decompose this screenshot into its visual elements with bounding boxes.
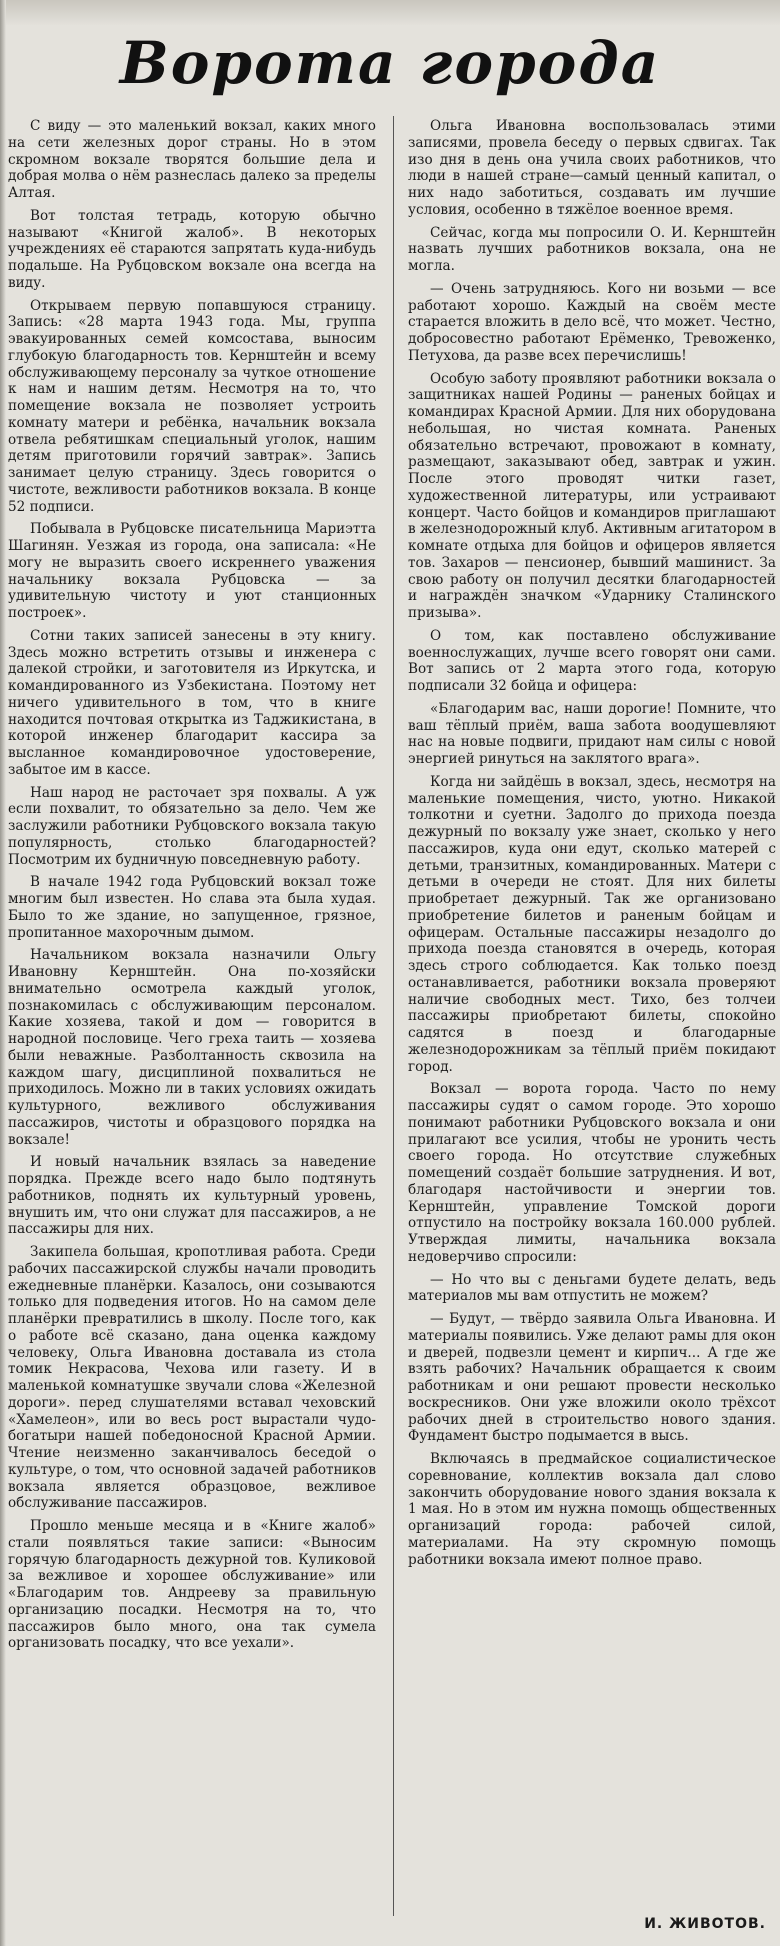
paragraph: — Но что вы с деньгами будете делать, ведь материалов мы вам отпустить не можем? <box>408 1271 776 1305</box>
paragraph: И новый начальник взялась за наведение порядка. Прежде всего надо было подтянуть работников, поднять их культурный уровень, внушить им, что они служат для пассажиров, а не пассажиры для них. <box>8 1154 376 1238</box>
paragraph: Наш народ не расточает зря похвалы. А уж если похвалит, то обязательно за дело. Чем же заслужили работники Рубцовского вокзала такую популярность, столько благодарностей? Посмотрим их будничную повседневную работу. <box>8 784 376 868</box>
left-column <box>8 118 376 1658</box>
paragraph: Сотни таких записей занесены в эту книгу. Здесь можно встретить отзывы и инженера с далекой стройки, и заготовителя из Иркутска, и командированного из Узбекистана. Поэтому нет ничего удивительного в том, что в книге находится почтовая открытка из Таджикистана, в которой инженер благодарит кассира за высланное командировочное удостоверение, забытое им в кассе. <box>8 627 376 778</box>
paragraph: Начальником вокзала назначили Ольгу Ивановну Кернштейн. Она по-хозяйски внимательно осмотрела каждый уголок, познакомилась с обслуживающим персоналом. Какие хозяева, такой и дом — говорится в народной пословице. Чего греха таить — хозяева были неважные. Разболтанность сквозила на каждом шагу, дисциплиной похвалиться не приходилось. Можно ли в таких условиях ожидать культурного, вежливого обслуживания пассажиров, чистоты и образцового порядка на вокзале! <box>8 947 376 1148</box>
paragraph: — Очень затрудняюсь. Кого ни возьми — все работают хорошо. Каждый на своём месте старается вложить в дело всё, что может. Честно, добросовестно работают Ерёменко, Тревоженко, Петухова, да разве всех перечислишь! <box>408 280 776 364</box>
paragraph: Побывала в Рубцовске писательница Мариэтта Шагинян. Уезжая из города, она записала: «Не могу не выразить своего искреннего уважения начальнику вокзала Рубцовска — за удивительную чистоту и уют станционных построек». <box>8 521 376 621</box>
page-edge-shadow <box>0 0 6 1946</box>
paragraph: Ольга Ивановна воспользовалась этими записями, провела беседу о первых сдвигах. Так изо дня в день она учила своих работников, что люди в нашей стране—самый ценный капитал, о них надо заботиться, создавать им лучшие условия, особенно в тяжёлое военное время. <box>408 118 776 218</box>
paragraph: Когда ни зайдёшь в вокзал, здесь, несмотря на маленькие помещения, чисто, уютно. Никакой толкотни и суетни. Задолго до прихода поезда дежурный по вокзалу уже знает, сколько у него пассажиров, куда они едут, сколько матерей с детьми, транзитных, командированных. Матери с детьми в очереди не стоят. Для них билеты приобретает дежурный. Так же организовано приобретение билетов и раненым бойцам и офицерам. Остальные пассажиры незадолго до прихода поезда становятся в очередь, которая здесь строго соблюдается. Как только поезд останавливается, работники вокзала проверяют наличие свободных мест. Тихо, без толчеи пассажиры приобретают билеты, спокойно садятся в поезд и благодарные железнодорожникам за тёплый приём покидают город. <box>408 773 776 1075</box>
paragraph: Особую заботу проявляют работники вокзала о защитниках нашей Родины — раненых бойцах и командирах Красной Армии. Для них оборудована небольшая, но чистая комната. Раненых обязательно встречают, провожают в комнату, размещают, заказывают обед, завтрак и ужин. После этого проводят читки газет, художественной литературы, или устраивают концерт. Часто бойцов и командиров приглашают в железнодорожный клуб. Активным агитатором в комнате отдыха для бойцов и офицеров является тов. Захаров — пенсионер, бывший машинист. За свою работу он получил десятки благодарностей и награждён значком «Ударнику Сталинского призыва». <box>408 370 776 621</box>
right-column <box>408 118 776 1574</box>
paragraph: — Будут, — твёрдо заявила Ольга Ивановна. И материалы появились. Уже делают рамы для окон и дверей, подвезли цемент и кирпич... А где же взять рабочих? Начальник обращается к своим работникам и они решают провести несколько воскресников. Они уже вложили около трёхсот рабочих дней в строительство нового здания. Фундамент быстро подымается в высь. <box>408 1311 776 1445</box>
paragraph: Открываем первую попавшуюся страницу. Запись: «28 марта 1943 года. Мы, группа эвакуированных семей комсостава, выносим глубокую благодарность тов. Кернштейн и всему обслуживающему персоналу за чуткое отношение к нам и нашим детям. Несмотря на то, что помещение вокзала не позволяет устроить комнату матери и ребёнка, начальник вокзала отвела ребятишкам специальный уголок, нашим детям приготовили горячий завтрак». Запись занимает целую страницу. Здесь говорится о чистоте, вежливости работников вокзала. В конце 52 подписи. <box>8 297 376 515</box>
paragraph: Вот толстая тетрадь, которую обычно называют «Книгой жалоб». В некоторых учреждениях её стараются запрятать куда-нибудь подальше. На Рубцовском вокзале она всегда на виду. <box>8 207 376 291</box>
paragraph: Прошло меньше месяца и в «Книге жалоб» стали появляться такие записи: «Выносим горячую благодарность дежурной тов. Куликовой за вежливое и хорошее обслуживание» или «Благодарим тов. Андреeву за правильную организацию посадки. Несмотря на то, что пассажиров было много, она так сумела организовать посадку, что все уехали». <box>8 1518 376 1652</box>
paragraph: Вокзал — ворота города. Часто по нему пассажиры судят о самом городе. Это хорошо понимают работники Рубцовского вокзала и они прилагают все усилия, чтобы не уронить честь своего города. Но отсутствие служебных помещений создаёт большие затруднения. И вот, благодаря настойчивости и энергии тов. Кернштейн, управление Томской дороги отпустило на постройку вокзала 160.000 рублей. Утверждая лимиты, начальника вокзала недоверчиво спросили: <box>408 1081 776 1265</box>
paragraph: Включаясь в предмайское социалистическое соревнование, коллектив вокзала дал слово закончить оборудование нового здания вокзала к 1 мая. Но в этом им нужна помощь общественных организаций города: рабочей силой, материалами. На эту скромную помощь работники вокзала имеют полное право. <box>408 1451 776 1568</box>
column-divider <box>393 116 394 1916</box>
paragraph: Сейчас, когда мы попросили О. И. Кернштейн назвать лучших работников вокзала, она не могла. <box>408 224 776 274</box>
author-signature: И. ЖИВОТОВ. <box>644 1916 766 1932</box>
quote-paragraph: «Благодарим вас, наши дорогие! Помните, что ваш тёплый приём, ваша забота воодушевляют нас на новые подвиги, придают нам силы с новой энергией ринуться на заклятого врага». <box>408 700 776 767</box>
article-title: Ворота города <box>119 29 661 97</box>
paragraph: С виду — это маленький вокзал, каких много на сети железных дорог страны. Но в этом скромном вокзале творятся большие дела и добрая молва о нём разнеслась далеко за пределы Алтая. <box>8 118 376 201</box>
paragraph: О том, как поставлено обслуживание военнослужащих, лучше всего говорят они сами. Вот запись от 2 марта этого года, которую подписали 32 бойца и офицера: <box>408 627 776 694</box>
paragraph: В начале 1942 года Рубцовский вокзал тоже многим был известен. Но слава эта была худая. Было то же здание, но запущенное, грязное, пропитанное махорочным дымом. <box>8 874 376 941</box>
paragraph: Закипела большая, кропотливая работа. Среди рабочих пассажирской службы начали проводить ежедневные планёрки. Казалось, они созываются только для подведения итогов. Но на самом деле планёрки превратились в школу. После того, как о работе всё сказано, дана оценка каждому человеку, Ольга Ивановна доставала из стола томик Некрасова, Чехова или газету. И в маленькой комнатушке звучали слова «Железной дороги». перед слушателями вставал чеховский «Хамелеон», или во весь рост вырастали чудо-богатыри нашей победоносной Красной Армии. Чтение неизменно заканчивалось беседой о культуре, о том, что основной задачей работников вокзала является образцовое, вежливое обслуживание пассажиров. <box>8 1244 376 1512</box>
